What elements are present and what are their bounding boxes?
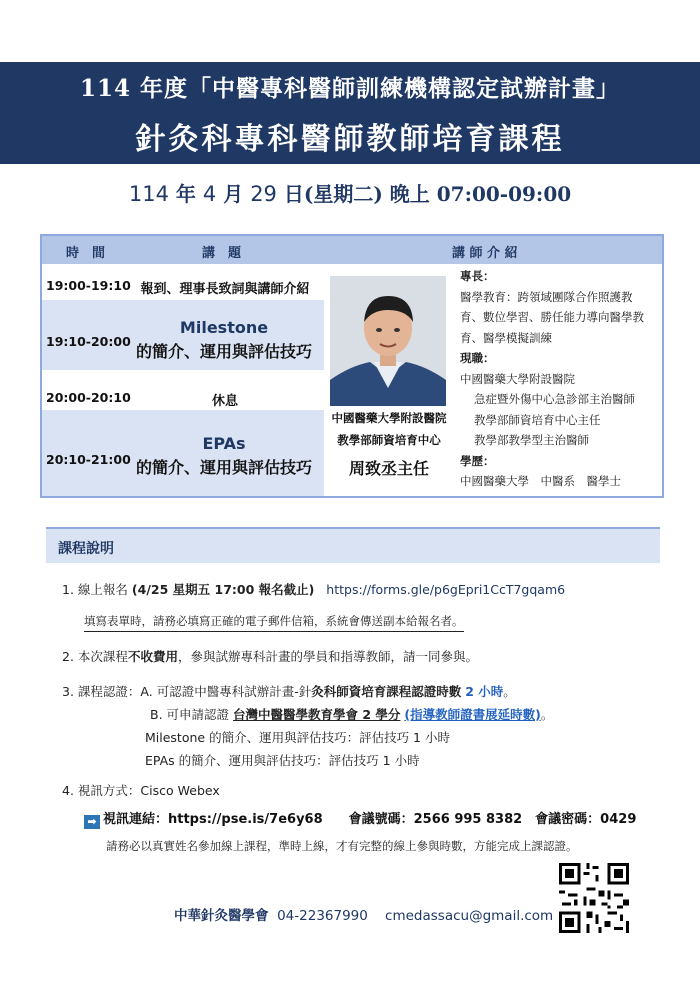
item1-label: 線上報名 [77,582,128,597]
item3-a-hours: 2 小時 [465,684,504,699]
date-year: 114 [128,182,169,206]
item3-a-prefix: 課程認證：A. 可認證中醫專科試辦計畫-針 [77,684,312,699]
footer-phone: 04-22367990 [277,908,368,924]
section-title: 課程說明 [58,541,114,557]
item3-b-end: 。 [540,707,554,722]
registration-deadline: (4/25 星期五 17:00 報名截止) [131,582,315,597]
qr-code [556,860,632,936]
row-topic: 休息 [211,394,238,409]
item-number: 3. [62,684,74,699]
item3-a-end: 。 [503,684,516,699]
registration-link[interactable]: https://forms.gle/p6gEpri1CcT7gqam6 [326,582,566,597]
webex-info [84,808,636,829]
date-weekday: (星期二) [303,182,383,206]
item3-b-org: 台灣中醫醫學教育學會 2 學分 [233,707,401,722]
date-year-unit: 年 [168,182,203,206]
bio-line: 中國醫藥大學 中醫系 醫學士 [460,474,621,488]
course-item-3b [150,705,553,723]
event-datetime [0,178,700,207]
bio-line: 中國醫藥大學附設醫院 [460,371,575,386]
course-item-4 [62,781,220,799]
attendance-note: 請務必以真實姓名參加線上課程，準時上線，才有完整的線上參與時數，方能完成上課認證。 [106,839,578,853]
bio-line: 教學部教學型主治醫師 [474,433,589,447]
speaker-affiliation1: 中國醫藥大學附設醫院 [331,411,447,425]
header-topic: 講 題 [202,246,242,261]
topic-line2: 的簡介、運用與評估技巧 [135,342,312,361]
free-label: 不收費用 [127,649,178,664]
item2-text-b: ，參與試辦專科計畫的學員和指導教師，請一同參與。 [177,649,478,664]
item3-detail: Milestone 的簡介、運用與評估技巧：評估技巧 1 小時 [145,730,450,745]
date-month-unit: 月 [216,182,251,206]
speaker-name: 周致丞主任 [348,459,429,478]
header-speaker: 講 師 介 紹 [452,246,518,261]
course-title: 針灸科專科醫師教師培育課程 [135,122,565,157]
webex-link[interactable]: 視訊連結：https://pse.is/7e6y68 會議號碼：2566 995 8382 會議密碼：0429 [103,812,637,827]
item3-b-extra: (指導教師證書展延時數) [404,707,541,722]
row-topic: 報到、理事長致詞與講師介紹 [140,282,310,297]
bio-specialty-label: 專長： [460,269,495,283]
bio-position-label: 現職： [460,351,495,365]
course-section-header [46,527,660,563]
row-topic [124,316,324,364]
row-time: 19:10-20:00 [46,334,131,349]
arrow-right-icon: ➡ [84,815,100,829]
bio-line: 教學部師資培育中心主任 [474,412,601,427]
speaker-photo [330,276,446,406]
item-number: 2. [62,649,74,664]
bio-line: 醫學教育：跨領域團隊合作照護教 [460,289,633,304]
bio-line: 育、數位學習、勝任能力導向醫學教 [460,310,644,324]
item2-text-a: 本次課程 [77,649,128,664]
row-time: 19:00-19:10 [46,278,131,293]
schedule-table [40,234,664,498]
course-item-2 [62,647,478,665]
plan-title: 114 年度「中醫專科醫師訓練機構認定試辦計畫」 [79,75,621,102]
course-item-1 [62,580,565,598]
item3-b-prefix: B. 可申請認證 [150,707,233,722]
date-month: 4 [202,182,217,206]
course-item-3 [62,682,516,700]
date-day: 29 [250,182,277,206]
registration-note: 填寫表單時，請務必填寫正確的電子郵件信箱，系統會傳送副本給報名者。 [84,613,464,632]
item3-detail: EPAs 的簡介、運用與評估技巧：評估技巧 1 小時 [145,753,420,768]
footer-contact [174,904,553,924]
speaker-affiliation2: 教學部師資培育中心 [337,433,441,447]
date-day-unit: 日 [276,182,304,206]
topic-line1: EPAs [202,434,246,453]
title-banner [0,62,700,164]
header-time: 時 間 [66,246,106,261]
item-number: 4. [62,783,74,798]
schedule-header [42,236,662,264]
topic-line1: Milestone [179,318,269,337]
footer-email[interactable]: cmedassacu@gmail.com [385,908,554,924]
speaker-bio [460,266,665,492]
date-time: 晚上 07:00-09:00 [382,182,572,206]
bio-line: 急症暨外傷中心急診部主治醫師 [474,392,635,406]
topic-line2: 的簡介、運用與評估技巧 [135,458,312,477]
item3-a-bold: 灸科師資培育課程認證時數 [311,684,462,699]
row-time: 20:10-21:00 [46,452,131,467]
bio-education-label: 學歷： [460,453,495,468]
row-time: 20:00-20:10 [46,390,131,405]
bio-line: 育、醫學模擬訓練 [460,330,552,345]
item4-text: 視訊方式：Cisco Webex [77,783,220,798]
footer-org: 中華針灸醫學會 [174,908,269,924]
item-number: 1. [62,582,74,597]
row-topic [124,432,324,480]
